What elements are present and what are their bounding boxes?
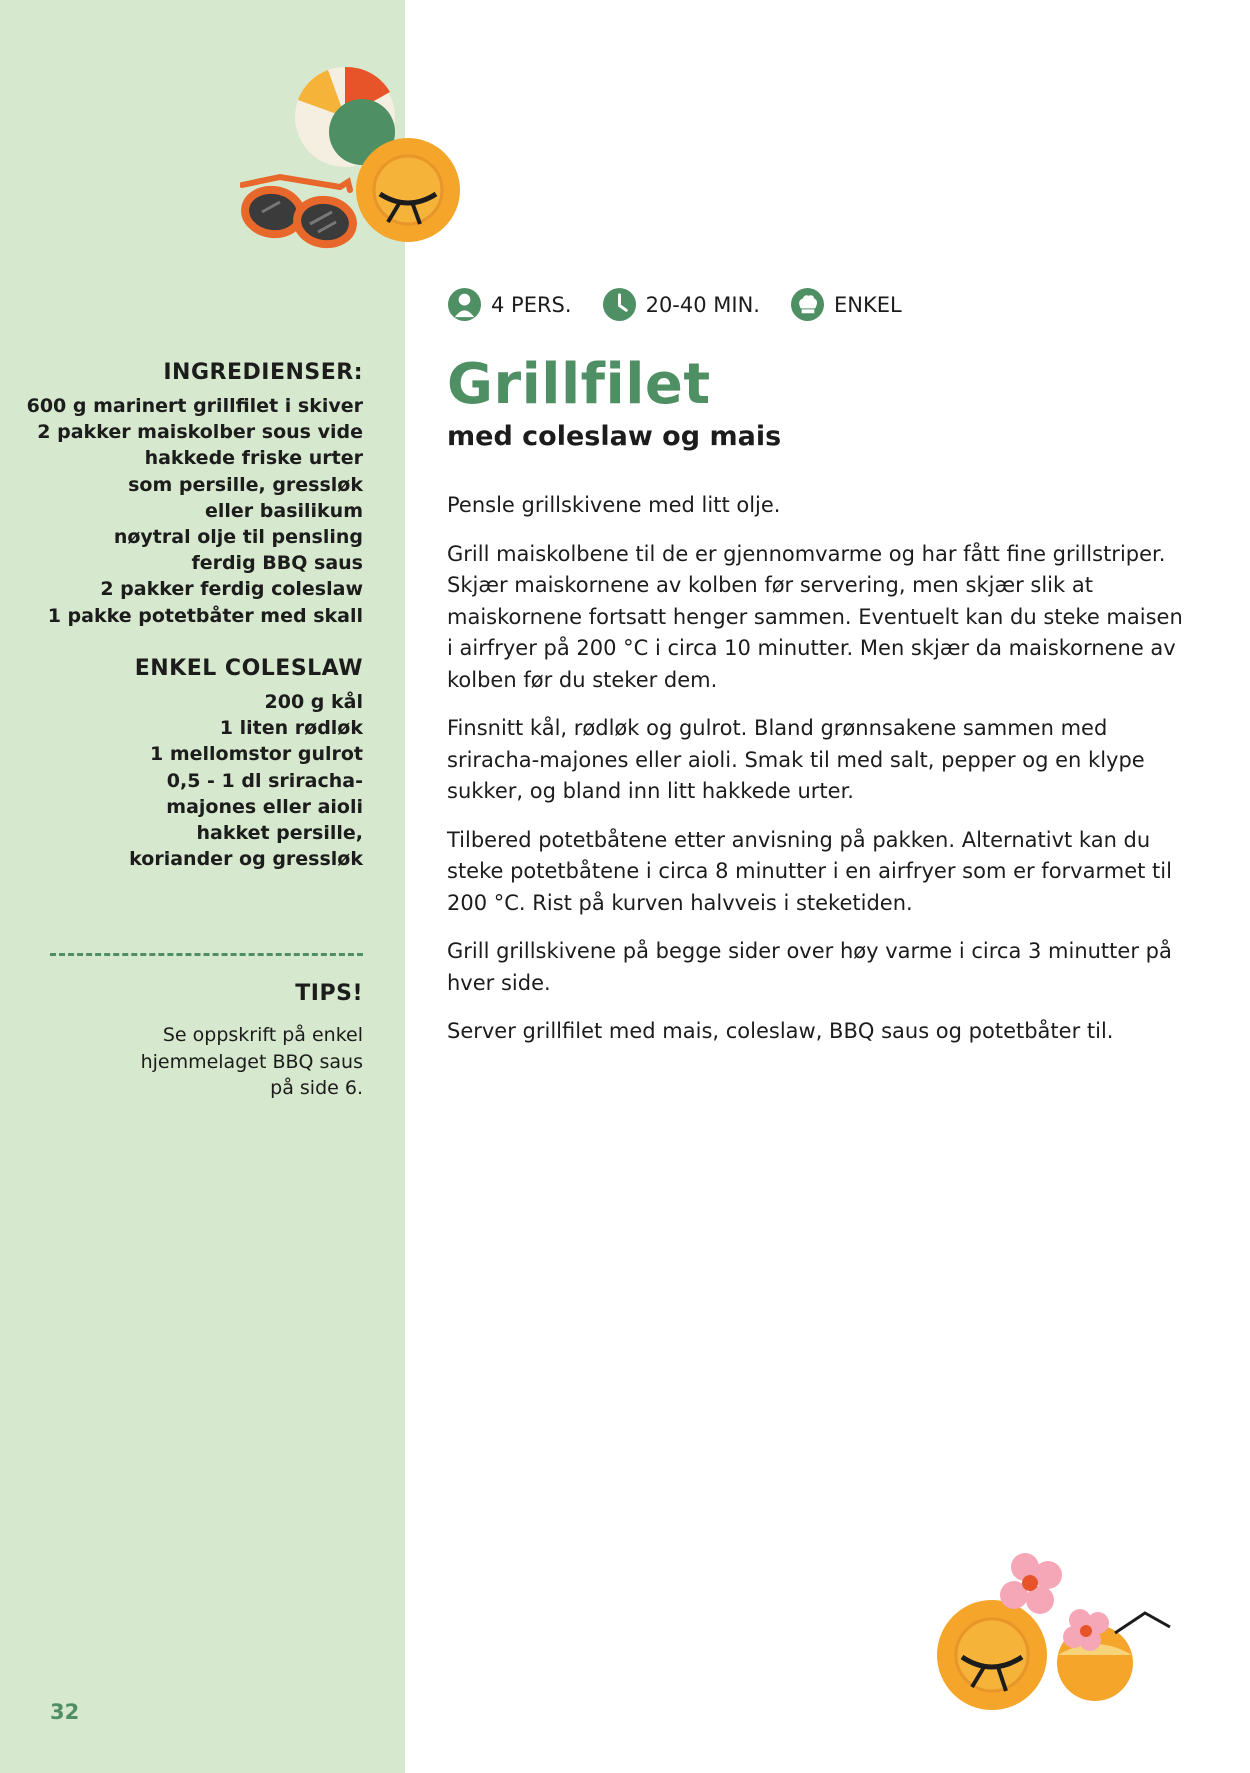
recipe-meta	[447, 287, 932, 322]
list-item: 0,5 - 1 dl sriracha-	[166, 769, 363, 792]
ingredients-heading: INGREDIENSER:	[163, 360, 363, 385]
chef-hat-icon	[790, 287, 825, 322]
instructions	[447, 490, 1187, 1065]
clock-icon	[602, 287, 637, 322]
coleslaw-list	[23, 689, 363, 872]
list-item: eller basilikum	[204, 499, 363, 522]
ingredients-section	[23, 360, 363, 629]
instruction-paragraph: Grill maiskolbene til de er gjennomvarme og har fått fine grillstriper. Skjær maiskornene av kolben før servering, men skjær slik at maiskornene fortsatt henger sammen. Eventuelt kan du steke maisen i airfryer på 200 °C i circa 10 minutter. Men skjær da maiskornene av kolben før du steker dem.	[447, 541, 1183, 692]
instruction-paragraph: Pensle grillskivene med litt olje.	[447, 493, 781, 517]
list-item: majones eller aioli	[166, 795, 363, 818]
sun-hat-icon	[937, 1600, 1047, 1710]
tips-line: på side 6.	[270, 1077, 363, 1099]
dashed-divider	[50, 953, 363, 956]
list-item: nøytral olje til pensling	[113, 526, 363, 549]
list-item: 2 pakker maiskolber sous vide	[37, 421, 363, 444]
person-icon	[447, 287, 482, 322]
difficulty-label: ENKEL	[833, 292, 902, 317]
instruction-paragraph: Grill grillskivene på begge sider over høy varme i circa 3 minutter på hver side.	[447, 939, 1172, 995]
time-label: 20-40 MIN.	[645, 292, 760, 317]
list-item: som persille, gressløk	[128, 473, 363, 496]
sun-hat-icon	[356, 138, 460, 242]
coleslaw-heading: ENKEL COLESLAW	[134, 656, 363, 681]
coleslaw-section	[23, 656, 363, 872]
sidebar	[0, 0, 405, 1773]
recipe-subtitle: med coleslaw og mais	[447, 421, 782, 452]
list-item: 200 g kål	[264, 691, 363, 713]
servings-label: 4 PERS.	[491, 292, 572, 317]
flower-icon	[1000, 1553, 1062, 1614]
list-item: koriander og gressløk	[129, 848, 363, 871]
servings	[447, 287, 572, 322]
instruction-paragraph: Finsnitt kål, rødløk og gulrot. Bland grønnsakene sammen med sriracha-majones eller aioli. Smak til med salt, pepper og en klype sukker, og bland inn litt hakkede urter.	[447, 716, 1145, 803]
list-item: ferdig BBQ saus	[191, 552, 363, 575]
summer-illustration	[930, 1545, 1180, 1715]
tips-heading: TIPS!	[295, 981, 363, 1006]
tips-line: hjemmelaget BBQ saus	[140, 1050, 363, 1073]
recipe-title: Grillfilet	[447, 352, 711, 417]
difficulty	[790, 287, 902, 322]
sunglasses-icon	[242, 177, 356, 248]
list-item: 1 mellomstor gulrot	[150, 743, 363, 766]
list-item: 1 liten rødløk	[219, 717, 363, 740]
list-item: hakket persille,	[196, 822, 363, 845]
ingredients-list	[23, 393, 363, 629]
list-item: 2 pakker ferdig coleslaw	[100, 578, 363, 601]
list-item: 1 pakke potetbåter med skall	[47, 604, 363, 627]
tips-line: Se oppskrift på enkel	[162, 1024, 363, 1046]
instruction-paragraph: Tilbered potetbåtene etter anvisning på pakken. Alternativt kan du steke potetbåtene i circa 8 minutter i en airfryer som er forvarmet til 200 °C. Rist på kurven halvveis i steketiden.	[447, 827, 1172, 915]
beach-illustration	[240, 62, 470, 262]
instruction-paragraph: Server grillfilet med mais, coleslaw, BBQ saus og potetbåter til.	[447, 1019, 1114, 1043]
list-item: hakkede friske urter	[144, 447, 363, 470]
cook-time	[602, 287, 760, 322]
page-number: 32	[50, 1700, 80, 1724]
tips-section	[23, 981, 363, 1102]
list-item: 600 g marinert grillfilet i skiver	[26, 395, 363, 417]
